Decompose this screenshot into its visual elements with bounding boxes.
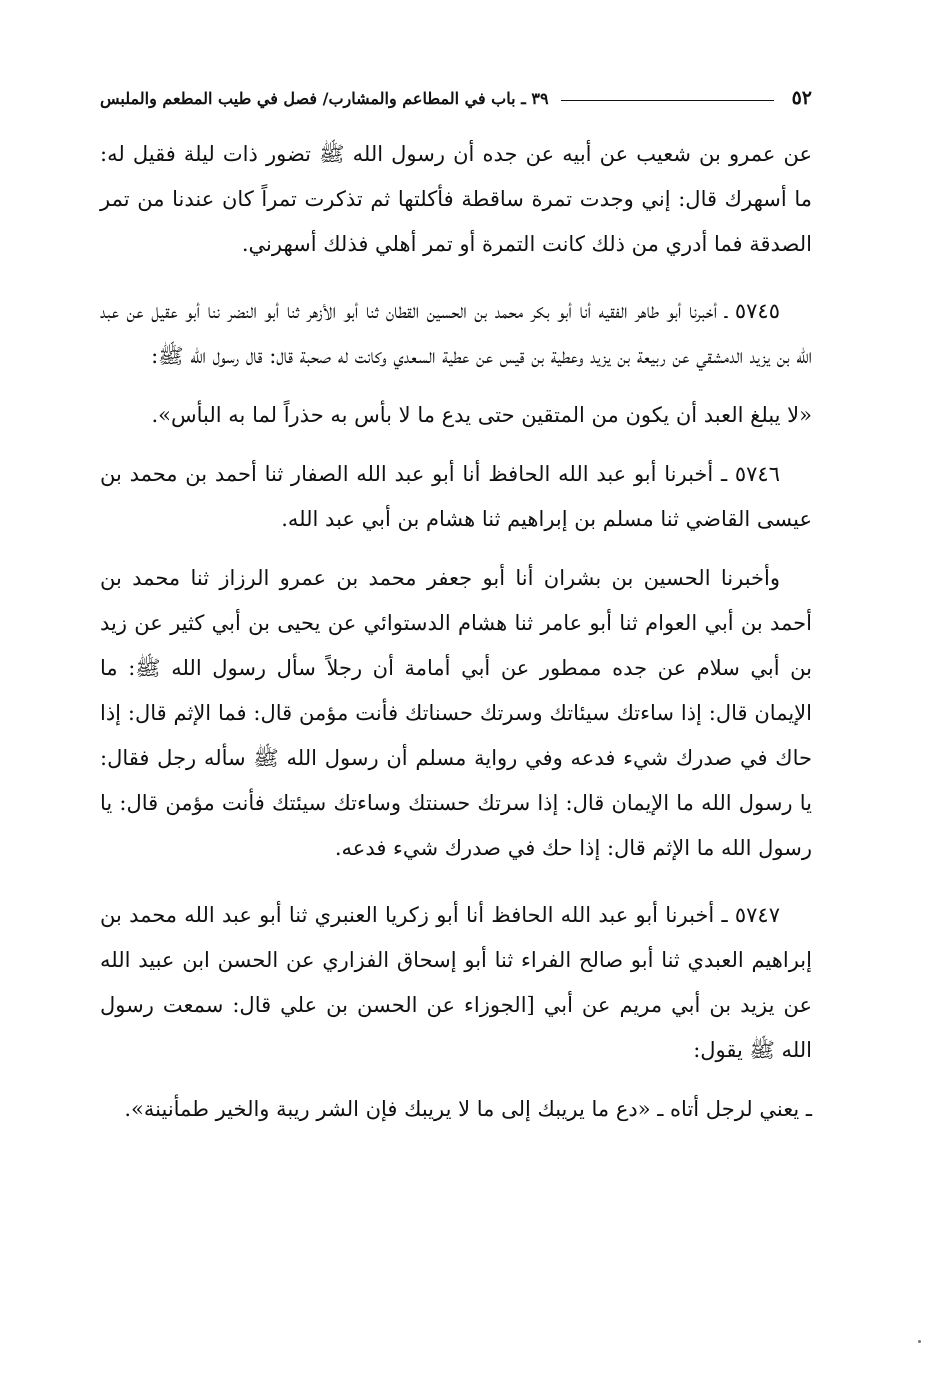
spacer — [100, 1073, 812, 1087]
paragraph-hadith-5747-matn: ـ يعني لرجل أتاه ـ «دع ما يريبك إلى ما لا يريبك فإن الشر ريبة والخير طمأنينة». — [124, 1097, 812, 1121]
scan-speck — [918, 1340, 921, 1343]
spacer — [100, 871, 812, 893]
page-header — [100, 78, 812, 118]
running-title: ٣٩ ـ باب في المطاعم والمشارب/ فصل في طيب المطعم والملبس — [100, 88, 549, 108]
spacer — [100, 438, 812, 452]
book-page — [100, 78, 812, 1132]
paragraph-hadith-5746-b: وأخبرنا الحسين بن بشران أنا أبو جعفر محمد بن عمرو الرزاز ثنا محمد بن أحمد بن أبي العوام ثنا أبو عامر ثنا هشام الدستوائي عن يحيى بن أبي كثير عن زيد بن أبي سلام عن جده ممطور عن أبي أمامة أن رجلاً سأل رسول الله ﷺ: ما الإيمان قال: إذا ساءتك سيئاتك وسرتك حسناتك فأنت مؤمن قال: فما الإثم قال: إذا حاك في صدرك شيء فدعه وفي رواية مسلم أن رسول الله ﷺ سأله رجل فقال: يا رسول الله ما الإيمان قال: إذا سرتك حسنتك وساءتك سيئتك فأنت مؤمن قال: يا رسول الله ما الإثم قال: إذا حك في صدرك شيء فدعه. — [100, 566, 812, 860]
page-number: ٥٢ — [791, 87, 812, 109]
spacer — [100, 379, 812, 393]
paragraph-hadith-5746: ٥٧٤٦ ـ أخبرنا أبو عبد الله الحافظ أنا أبو عبد الله الصفار ثنا أحمد بن محمد بن عيسى القاضي ثنا مسلم بن إبراهيم ثنا هشام بن أبي عبد الله. — [100, 462, 812, 531]
spacer — [100, 267, 812, 289]
spacer — [100, 542, 812, 556]
paragraph-hadith-5747: ٥٧٤٧ ـ أخبرنا أبو عبد الله الحافظ أنا أبو زكريا العنبري ثنا أبو عبد الله محمد بن إبراهيم العبدي ثنا أبو صالح الفراء ثنا أبو إسحاق الفزاري عن الحسن ابن عبيد الله عن يزيد بن أبي مريم عن أبي [الجوزاء عن الحسن بن علي قال: سمعت رسول الله ﷺ يقول: — [100, 903, 812, 1062]
paragraph-hadith-5745-matn: «لا يبلغ العبد أن يكون من المتقين حتى يدع ما لا بأس به حذراً لما به البأس». — [151, 403, 812, 427]
spacer — [100, 118, 812, 132]
paragraph-hadith-5745: ٥٧٤٥ ـ أخبرنا أبو طاهر الفقيه أنا أبو بكر محمد بن الحسين القطان ثنا أبو الأزهر ثنا أبو النضر ننا أبو عقيل عن عبد الله بن يزيد الدمشقي عن ربيعة بن يزيد وعطية بن قيس عن عطية السعدي وكانت له صحبة قال: قال رسول الله ﷺ: — [100, 299, 812, 368]
paragraph-continuation: عن عمرو بن شعيب عن أبيه عن جده أن رسول الله ﷺ تضور ذات ليلة فقيل له: ما أسهرك قال: إني وجدت تمرة ساقطة فأكلتها ثم تذكرت تمراً كان عندنا من تمر الصدقة فما أدري من ذلك كانت التمرة أو تمر أهلي فذلك أسهرني. — [100, 142, 812, 256]
header-rule — [561, 100, 774, 101]
